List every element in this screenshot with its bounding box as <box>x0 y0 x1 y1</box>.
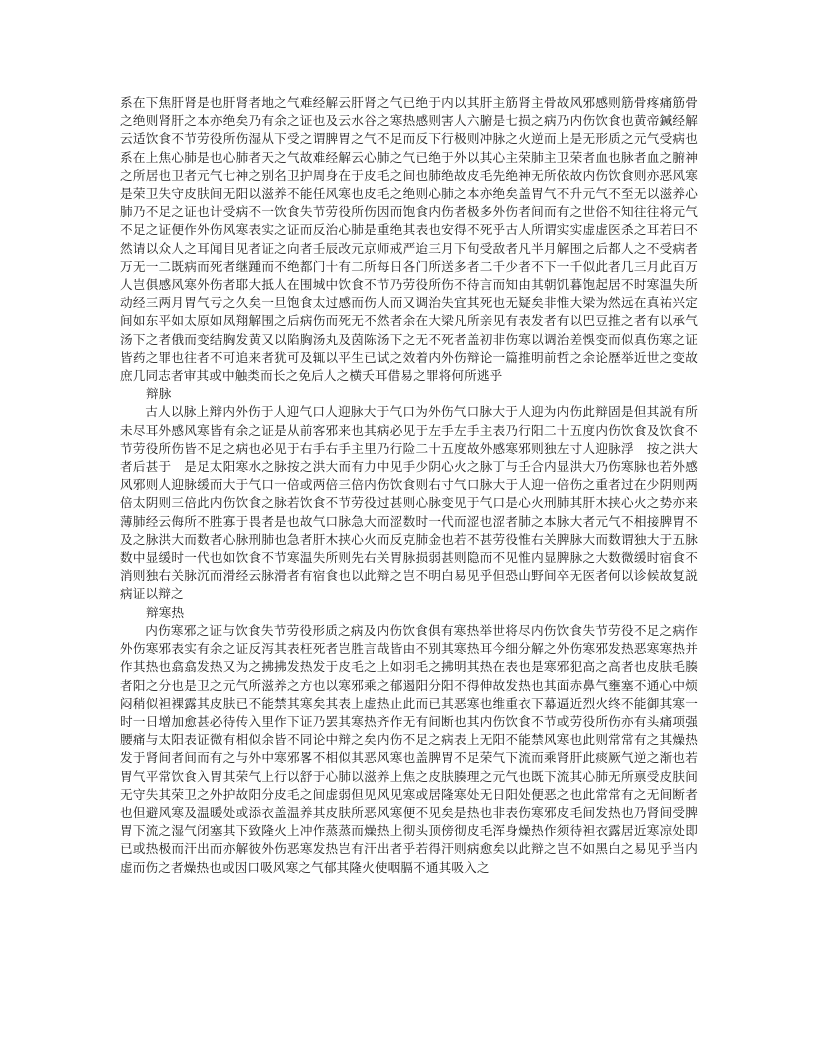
section-heading-pulse: 辩脉 <box>146 386 172 402</box>
paragraph-cold-heat: 内伤寒邪之证与饮食失节劳役形质之病及内伤饮食俱有寒热举世将尽内伤饮食失节劳役不足之病作外伤寒邪表实有余之证反泻其表枉死者岂胜言哉皆由不别其寒热耳今细分解之外伤寒邪发热恶寒寒热并作其热也翕翕发热又为之拂拂发热发于皮毛之上如羽毛之拂明其热在表也是寒邪犯高之高者也皮肤毛腠者阳之分也是卫之元气所滋养之方也以寒邪乘之郁遏阳分阳不得伸故发热也其面赤鼻气壅塞不通心中烦闷稍似袒裸露其皮肤已不能禁其寒矣其表上虚热止此而已其恶寒也维重衣下幕逼近烈火终不能御其寒一时一日增加愈甚必待传入里作下证乃罢其寒热齐作无有间断也其内伤饮食不节或劳役所伤亦有头痛项强腰痛与太阳表证微有相似余皆不同论中辩之矣内伤不足之病表上无阳不能禁风寒也此则常常有之其燥热发于肾间者间而有之与外中寒邪畧不相似其恶风寒也盖脾胃不足荣气下流而乘肾肝此痰厥气逆之渐也若胃气平常饮食入胃其荣气上行以舒于心肺以滋养上焦之皮肤腠理之元气也既下流其心肺无所禀受皮肤间无守失其荣卫之外护故阳分皮毛之间虚弱但见风见寒或居隆寒处无日阳处便恶之也此常常有之无间断者也但避风寒及温暖处或添衣盖温养其皮肤所恶风寒便不见矣是热也非表伤寒邪皮毛间发热也乃肾间受脾胃下流之湿气闭塞其下致隆火上冲作蒸蒸而燥热上彻头顶傍彻皮毛浑身燥热作须待袒衣露居近寒凉处即已或热极而汗出而亦解彼外伤恶寒发热岂有汗出者乎若得汗则病愈矣以此辩之岂不如黑白之易见乎当内虚而伤之者燥热也或因口吸风寒之气郁其隆火使咽膈不通其吸入之 <box>120 622 698 875</box>
section-heading-cold-heat: 辩寒热 <box>146 604 185 620</box>
paragraph-pulse: 古人以脉上辩内外伤于人迎气口人迎脉大于气口为外伤气口脉大于人迎为内伤此辩固是但其説有所未尽耳外感风寒皆有余之证是从前客邪来也其病必见于左手左手主表乃行阳二十五度内伤饮食及饮食不节劳役所伤皆不足之病也必见于右手右手主里乃行险二十五度故外感寒邪则独左寸人迎脉浮 按之洪大 者后甚于 是足太阳寒水之脉按之洪大而有力中见手少阴心火之脉丁与壬合内显洪大乃伤寒脉也若外感风邪则人迎脉缓而大于气口一倍或两倍三倍内伤饮食则右寸气口脉大于人迎一倍伤之重者过在少阴则两倍太阴则三倍此内伤饮食之脉若饮食不节劳役过甚则心脉变见于气口是心火刑肺其肝木挟心火之势亦来薄肺经云侮所不胜寡于畏者是也故气口脉急大而涩数时一代而涩也涩者肺之本脉大者元气不相接脾胃不及之脉洪大而数者心脉刑肺也急者肝木挟心火而反克肺金也若不甚劳役惟右关脾脉大而数谓独大于五脉数中显缓时一代也如饮食不节寒温失所则先右关胃脉损弱甚则隐而不见惟内显脾脉之大数微缓时宿食不消则独右关脉沉而滑经云脉滑者有宿食也以此辩之岂不明白易见乎但恐山野间卒无医者何以诊候故复説病证以辩之 <box>120 404 711 602</box>
document-page <box>120 94 711 877</box>
paragraph-intro: 系在下焦肝肾是也肝肾者地之气难经解云肝肾之气已绝于内以其肝主筋肾主骨故风邪感则筋骨疼痛筋骨之绝则肾肝之本亦绝矣乃有余之证也及云水谷之寒热感则害人六腑是七损之病乃内伤饮食也黄帝鍼经解云适饮食不节劳役所伤湿从下受之谓脾胃之气不足而反下行极则冲脉之火逆而上是无形质之元气受病也系在上焦心肺是也心肺者天之气故难经解云心肺之气已绝于外以其心主荣肺主卫荣者血也脉者血之腑神之所居也卫者元气七神之别名卫护周身在于皮毛之间也肺绝故皮毛先绝神无所依故内伤饮食则亦恶风寒是荣卫失守皮肤间无阳以滋养不能任风寒也皮毛之绝则心肺之本亦绝矣盖胃气不升元气不至无以滋养心肺乃不足之证也计受病不一饮食失节劳役所伤因而饱食内伤者极多外伤者间而有之世俗不知往往将元气不足之证便作外伤风寒表实之证而反治心肺是重绝其表也安得不死乎古人所谓实实虚虚医杀之耳若曰不然请以众人之耳闻目见者证之向者壬辰改元京师戒严迨三月下旬受敌者凡半月解围之后都人之不受病者万无一二既病而死者继踵而不绝都门十有二所每日各门所送多者二千少者不下一千似此者几三月此百万人岂俱感风寒外伤者耶大抵人在围城中饮食不节乃劳役所伤不待言而知由其朝饥暮饱起居不时寒温失所动经三两月胃气亏之久矣一旦饱食太过感而伤人而又调治失宜其死也无疑矣非惟大梁为然远在真祐兴定间如东平如太原如凤翔解围之后病伤而死无不然者余在大梁凡所亲见有表发者有以巴豆推之者有以承气汤下之者俄而变结胸发黄又以陷胸汤丸及茵陈汤下之无不死者盖初非伤寒以调治差悞变而似真伤寒之证皆药之罪也往者不可追来者犹可及辄以平生已试之效着内外伤辩论一篇推明前哲之余论歴举近世之变故庶几同志者审其或中触类而长之免后人之横夭耳借易之罪将何所逃乎 <box>120 95 698 384</box>
